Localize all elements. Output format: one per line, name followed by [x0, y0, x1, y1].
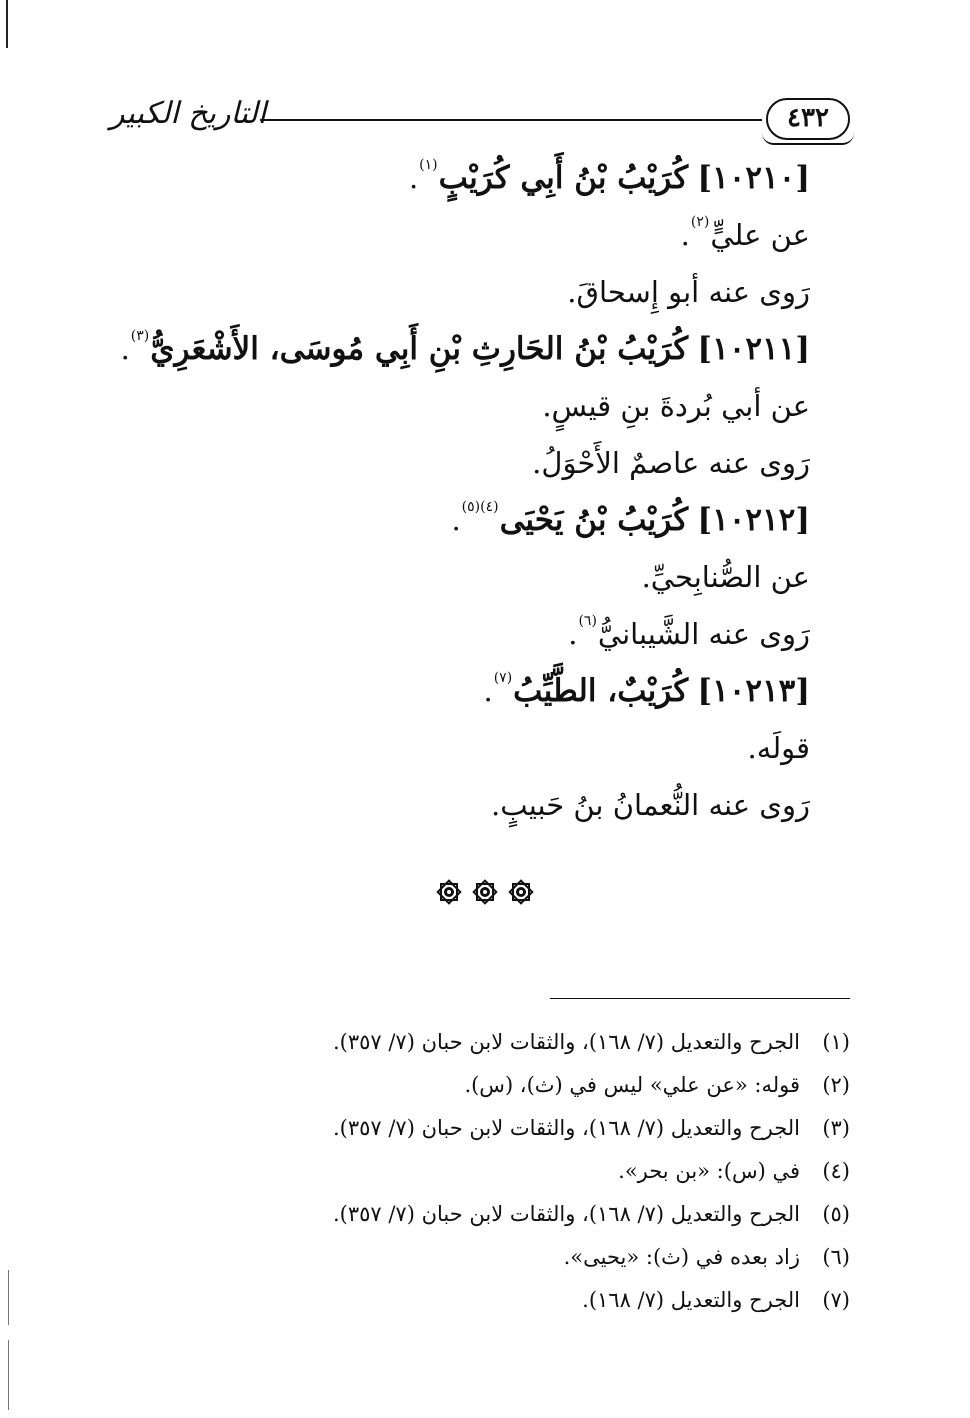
- line-text: عن أبي بُردةَ بنِ قيسٍ.: [542, 389, 810, 423]
- footnote: [230, 1236, 850, 1279]
- entry-name: كُرَيْبُ بْنُ يَحْيَى: [499, 502, 689, 538]
- footnote-text: الجرح والتعديل (٧/ ١٦٨)، والثقات لابن حبان (٧/ ٣٥٧).: [332, 1202, 800, 1226]
- line-text: رَوى عنه عاصمٌ الأَحْوَلُ.: [532, 446, 810, 480]
- entry-number: [١٠٢١٣]: [697, 673, 810, 709]
- line-text: عن عليٍّ: [710, 218, 810, 252]
- footnote: [230, 1021, 850, 1064]
- footnote-ref[interactable]: (٧): [493, 670, 513, 686]
- entry-tail: .: [120, 332, 130, 366]
- footnote-ref[interactable]: (٦): [578, 613, 597, 629]
- footnote-number: (١): [822, 1030, 850, 1054]
- entry-number: [١٠٢١٢]: [697, 502, 810, 538]
- entry-name: كُرَيْبُ بْنُ الحَارِثِ بْنِ أَبِي مُوسَى، الأَشْعَرِيُّ: [150, 331, 689, 367]
- page-header: [110, 96, 850, 146]
- footnote-separator: [550, 998, 850, 999]
- footnote: [230, 1150, 850, 1193]
- section-ornament: [0, 878, 970, 910]
- footnote: [230, 1107, 850, 1150]
- footnote-ref[interactable]: (٢): [690, 214, 710, 230]
- footnote: [230, 1279, 850, 1322]
- footnote-text: الجرح والتعديل (٧/ ١٦٨)، والثقات لابن حبان (٧/ ٣٥٧).: [332, 1030, 800, 1054]
- footnote: [230, 1193, 850, 1236]
- running-title: التاريخ الكبير: [110, 96, 267, 131]
- scan-edge-mark: [8, 1340, 9, 1410]
- text-line: [160, 606, 810, 663]
- entry-heading: [160, 150, 810, 207]
- text-line: [160, 378, 810, 435]
- footnote-text: في (س): «بن بحر».: [618, 1159, 800, 1183]
- footnote-ref[interactable]: (١): [419, 157, 438, 173]
- footnote-number: (٧): [822, 1288, 850, 1312]
- line-text: عن الصُّنابِحيِّ.: [641, 560, 810, 594]
- line-tail: .: [680, 218, 690, 252]
- main-text: [120, 150, 810, 834]
- footnote-text: الجرح والتعديل (٧/ ١٦٨).: [582, 1288, 800, 1312]
- text-line: [160, 207, 810, 264]
- footnote-number: (٢): [822, 1073, 850, 1097]
- flower-ornament-icon: [471, 878, 499, 906]
- entry-heading: [120, 321, 810, 378]
- line-text: رَوى عنه الشَّيبانيُّ: [597, 617, 810, 651]
- footnote-ref[interactable]: (٣): [130, 328, 150, 344]
- scan-edge-mark: [6, 0, 8, 48]
- footnote-number: (٥): [822, 1202, 850, 1226]
- text-line: [160, 720, 810, 777]
- footnote: [230, 1064, 850, 1107]
- footnote-number: (٣): [822, 1116, 850, 1140]
- entry-tail: .: [451, 503, 461, 537]
- footnote-number: (٦): [822, 1245, 850, 1269]
- line-text: رَوى عنه أبو إِسحاقَ.: [567, 275, 810, 309]
- footnote-text: الجرح والتعديل (٧/ ١٦٨)، والثقات لابن حبان (٧/ ٣٥٧).: [332, 1116, 800, 1140]
- entry-heading: [160, 663, 810, 720]
- entry-name: كُرَيْبٌ، الطَّيِّبُ: [513, 673, 689, 709]
- flower-ornament-icon: [507, 878, 535, 906]
- entry-name: كُرَيْبُ بْنُ أَبِي كُرَيْبٍ: [438, 160, 689, 196]
- flower-ornament-icon: [435, 878, 463, 906]
- footnote-text: زاد بعده في (ث): «يحيى».: [563, 1245, 800, 1269]
- entry-tail: .: [483, 674, 493, 708]
- entry-tail: .: [408, 161, 419, 195]
- line-text: قولَه.: [747, 731, 810, 765]
- scan-edge-mark: [8, 1270, 9, 1325]
- footnote-ref[interactable]: (٤)(٥): [461, 499, 499, 515]
- footnote-number: (٤): [822, 1159, 850, 1183]
- text-line: [160, 435, 810, 492]
- text-line: [160, 264, 810, 321]
- page-number: ٤٣٢: [766, 98, 850, 140]
- entry-number: [١٠٢١٠]: [697, 160, 810, 196]
- header-rule: [260, 119, 762, 121]
- text-line: [160, 777, 810, 834]
- footnotes: [230, 1021, 850, 1322]
- entry-number: [١٠٢١١]: [697, 331, 810, 367]
- text-line: [160, 549, 810, 606]
- line-text: رَوى عنه النُّعمانُ بنُ حَبيبٍ.: [491, 788, 810, 822]
- footnote-text: قوله: «عن علي» ليس في (ث)، (س).: [464, 1073, 800, 1097]
- line-tail: .: [568, 617, 578, 651]
- entry-heading: [160, 492, 810, 549]
